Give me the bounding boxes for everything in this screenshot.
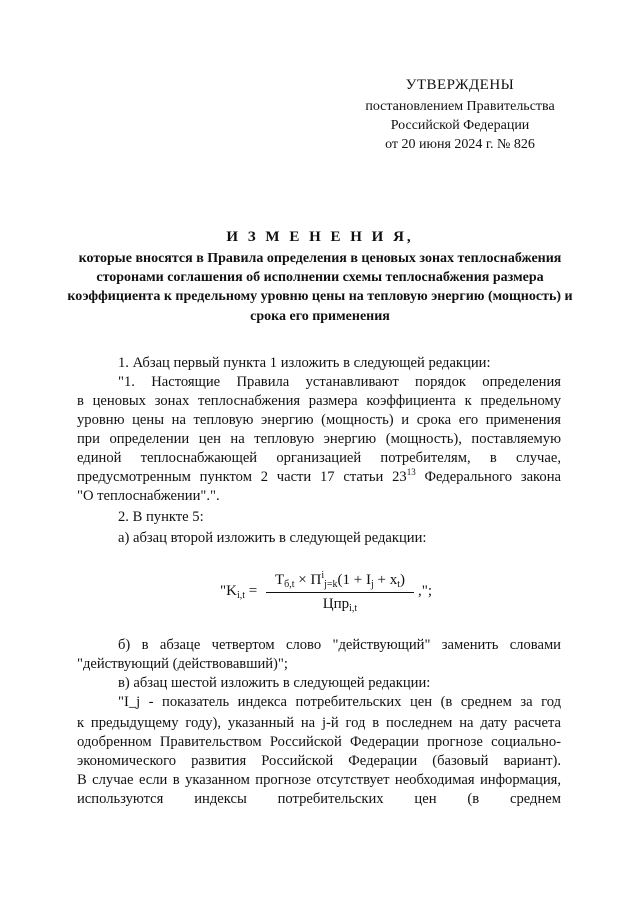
- quote-1-line-1: "1. Настоящие Правила устанавливают порядок определения: [118, 374, 561, 390]
- formula-tail: ,";: [418, 583, 433, 599]
- formula-numerator: $Т_{б,t} \times П^i_{j=k}(1 + I_j + x_t)$: [274, 570, 406, 590]
- quote-1-line-7: "О теплоснабжении".".: [77, 488, 220, 504]
- document-title: И З М Е Н Е Н И Я,: [226, 229, 414, 245]
- quote-2-line-3: одобренном Правительством Российской Федерации прогнозе социально-: [77, 734, 561, 750]
- formula-denominator: Цпр$_{i,t}$: [322, 596, 358, 614]
- paragraph-2a: а) абзац второй изложить в следующей редакции:: [118, 530, 427, 546]
- quote-1-line-2: в ценовых зонах теплоснабжения размера коэффициента к предельному: [77, 393, 561, 409]
- approval-line-2: Российской Федерации: [390, 118, 530, 133]
- quote-2-line-5: В случае если в указанном прогнозе отсутствует необходимая информация,: [77, 772, 561, 788]
- quote-2-line-4: экономического развития Российской Федерации (базовый вариант).: [77, 753, 561, 769]
- paragraph-2c: в) абзац шестой изложить в следующей редакции:: [118, 675, 431, 691]
- quote-1-line-3: уровню цены на тепловую энергию (мощность) и срока его применения: [77, 412, 561, 428]
- formula-lhs: "$K_{i,t}$ =: [220, 583, 258, 601]
- quote-1-line-4: при определении цен на тепловую энергию (мощность), поставляемую: [77, 431, 561, 447]
- approval-line-1: постановлением Правительства: [365, 99, 555, 114]
- paragraph-2b-line-1: б) в абзаце четвертом слово "действующий" заменить словами: [118, 637, 561, 653]
- quote-1-line-6: предусмотренным пунктом 2 части 17 статьи $23^{13}$ Федерального закона: [77, 467, 561, 485]
- formula-fraction-bar: [266, 592, 414, 593]
- paragraph-2b-line-2: "действующий (действовавший)";: [77, 656, 288, 672]
- approval-title: УТВЕРЖДЕНЫ: [405, 77, 515, 93]
- quote-2-line-1: "I_j - показатель индекса потребительских цен (в среднем за год: [118, 694, 561, 710]
- approval-line-3: от 20 июня 2024 г. № 826: [385, 137, 535, 152]
- document-subtitle: которые вносятся в Правила определения в ценовых зонах теплоснабжения сторонами соглашения об исполнении схемы теплоснабжения размера коэффициента к предельному уровню цены на тепловую энергию (мощность) и срока его применения: [67, 251, 573, 324]
- paragraph-2: 2. В пункте 5:: [118, 509, 204, 525]
- quote-2-line-2: к предыдущему году), указанный на j-й год в последнем на дату расчета: [77, 715, 561, 731]
- quote-2-line-6: используются индексы потребительских цен (в среднем: [77, 791, 561, 807]
- quote-1-line-5: единой теплоснабжающей организацией потребителям, в случае,: [77, 450, 561, 466]
- formula-block: [220, 570, 480, 616]
- paragraph-1: 1. Абзац первый пункта 1 изложить в следующей редакции:: [118, 355, 491, 371]
